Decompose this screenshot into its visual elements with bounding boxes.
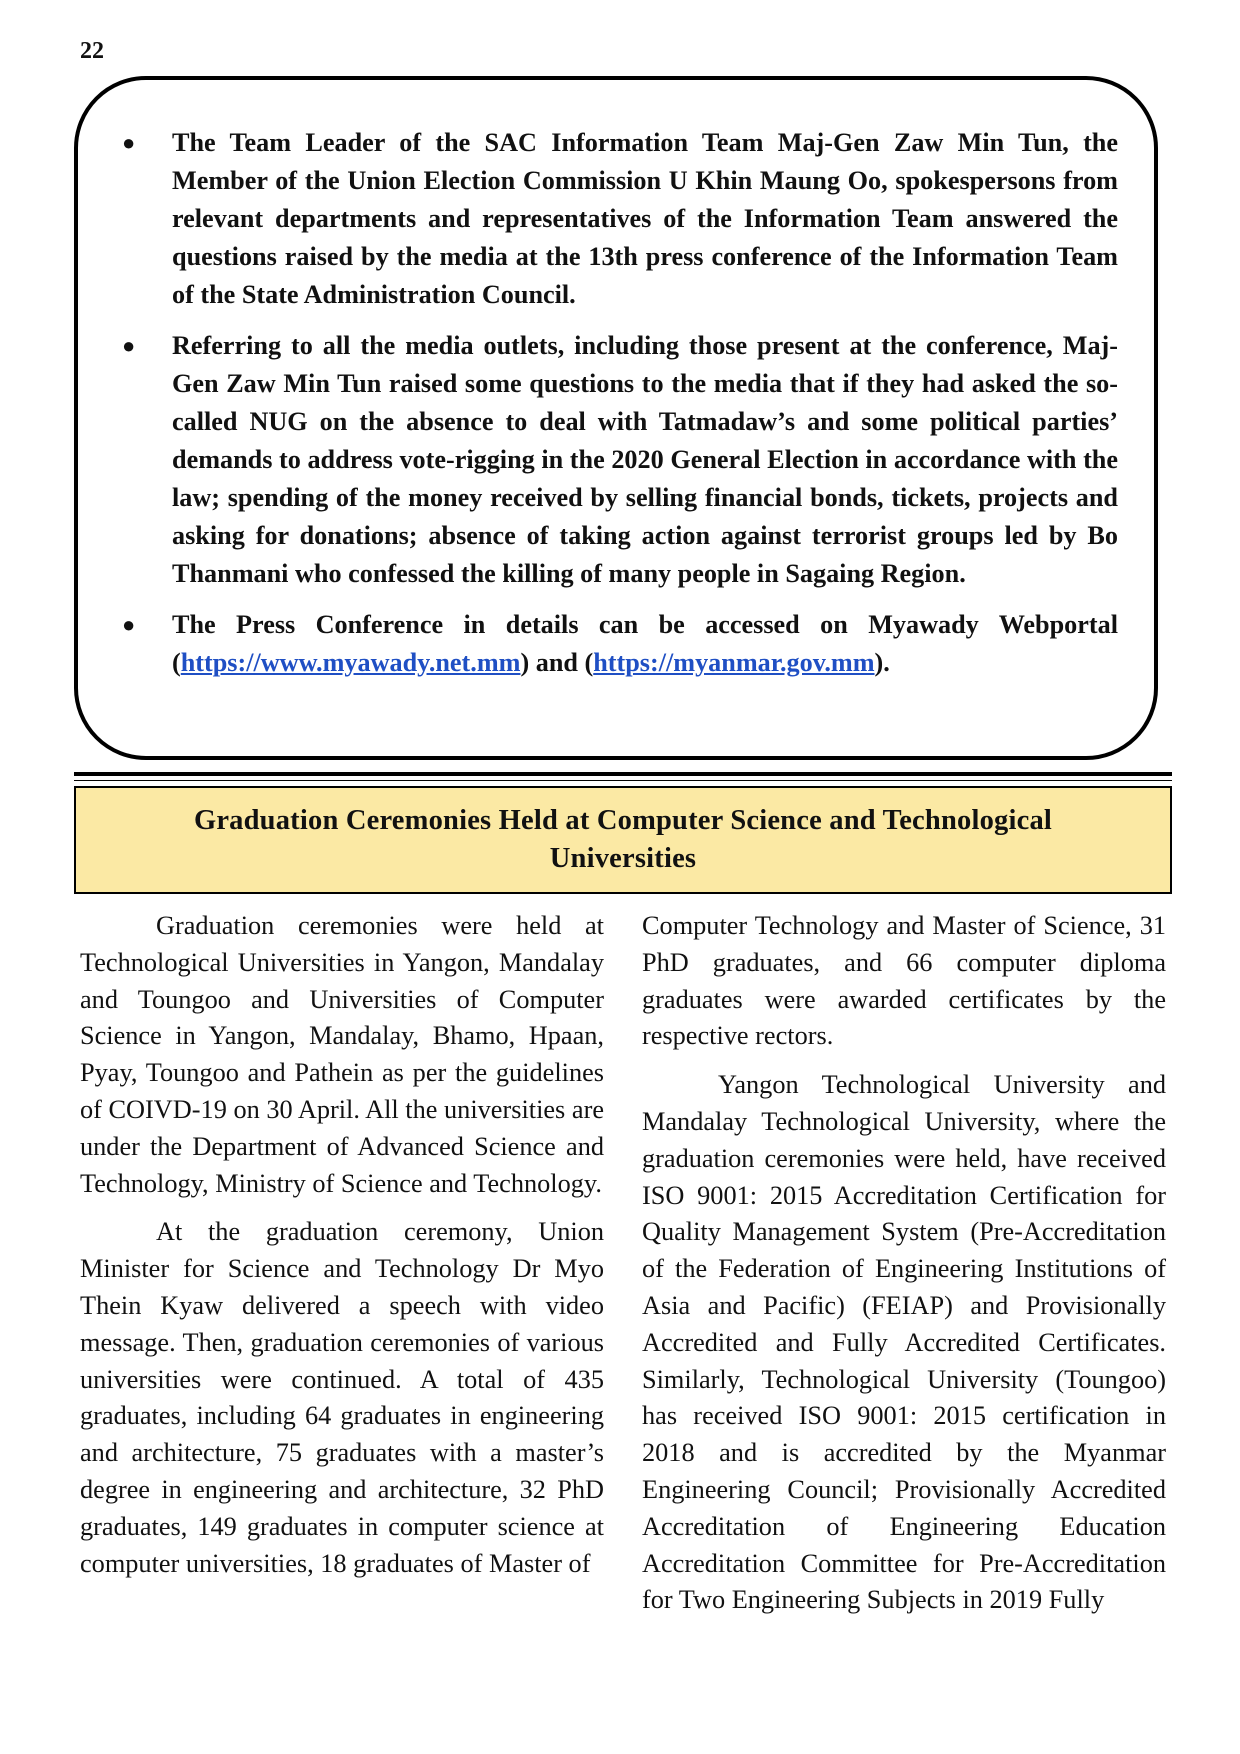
bullet-icon: ● [122, 612, 136, 637]
summary-list [104, 124, 1118, 682]
myanmar-gov-link[interactable]: https://myanmar.gov.mm [593, 648, 875, 677]
article-paragraph: Computer Technology and Master of Science, 31 PhD graduates, and 66 computer diploma graduates were awarded certificates by the respective rectors. [642, 911, 1166, 1051]
summary-item-text: ) and ( [520, 648, 594, 677]
article-paragraph: Graduation ceremonies were held at Technological Universities in Yangon, Mandalay and Toungoo and Universities of Computer Science in Yangon, Mandalay, Bhamo, Hpaan, Pyay, Toungoo and Pathein as per the guidelines of COIVD-19 on 30 April. All the universities are under the Department of Advanced Science and Technology, Ministry of Science and Technology. [80, 911, 604, 1198]
article-paragraph: At the graduation ceremony, Union Minister for Science and Technology Dr Myo Thein Kyaw delivered a speech with video message. Then, graduation ceremonies of various universities were continued. A total of 435 graduates, including 64 graduates in engineering and architecture, 75 graduates with a master’s degree in engineering and architecture, 32 PhD graduates, 149 graduates in computer science at computer universities, 18 graduates of Master of [80, 1217, 604, 1578]
summary-item-text: The Press Conference in details can be accessed on Myawady Webportal ( [172, 610, 1118, 677]
article-left-column [80, 908, 604, 1594]
summary-item-text: The Team Leader of the SAC Information Team Maj-Gen Zaw Min Tun, the Member of the Union Election Commission U Khin Maung Oo, spokespersons from relevant departments and representatives of the Information Team answered the questions raised by the media at the 13th press conference of the Information Team of the State Administration Council. [172, 128, 1118, 309]
summary-item [104, 606, 1118, 682]
summary-item-text: Referring to all the media outlets, including those present at the conference, Maj-Gen Zaw Min Tun raised some questions to the media that if they had asked the so-called NUG on the absence to deal with Tatmadaw’s and some political parties’ demands to address vote-rigging in the 2020 General Election in accordance with the law; spending of the money received by selling financial bonds, tickets, projects and asking for donations; absence of taking action against terrorist groups led by Bo Thanmani who confessed the killing of many people in Sagaing Region. [172, 331, 1118, 588]
page-number: 22 [80, 38, 104, 64]
summary-item [104, 327, 1118, 593]
headline-box [74, 786, 1172, 894]
summary-box [74, 76, 1158, 760]
article-headline: Graduation Ceremonies Held at Computer Science and Technological Universities [193, 805, 1053, 874]
article-paragraph: Yangon Technological University and Mandalay Technological University, where the graduation ceremonies were held, have received ISO 9001: 2015 Accreditation Certification for Quality Management System (Pre-Accreditation of the Federation of Engineering Institutions of Asia and Pacific) (FEIAP) and Provisionally Accredited and Fully Accredited Certificates. Similarly, Technological University (Toungoo) has received ISO 9001: 2015 certification in 2018 and is accredited by the Myanmar Engineering Council; Provisionally Accredited Accreditation of Engineering Education Accreditation Committee for Pre-Accreditation for Two Engineering Subjects in 2019 Fully [642, 1070, 1166, 1615]
bullet-icon: ● [122, 130, 136, 155]
myawady-link[interactable]: https://www.myawady.net.mm [180, 648, 521, 677]
summary-item-text: ). [874, 648, 890, 677]
summary-item [104, 124, 1118, 314]
section-divider [74, 772, 1172, 776]
article-right-column [642, 908, 1166, 1631]
section-divider-thin [74, 780, 1172, 781]
bullet-icon: ● [122, 333, 136, 358]
